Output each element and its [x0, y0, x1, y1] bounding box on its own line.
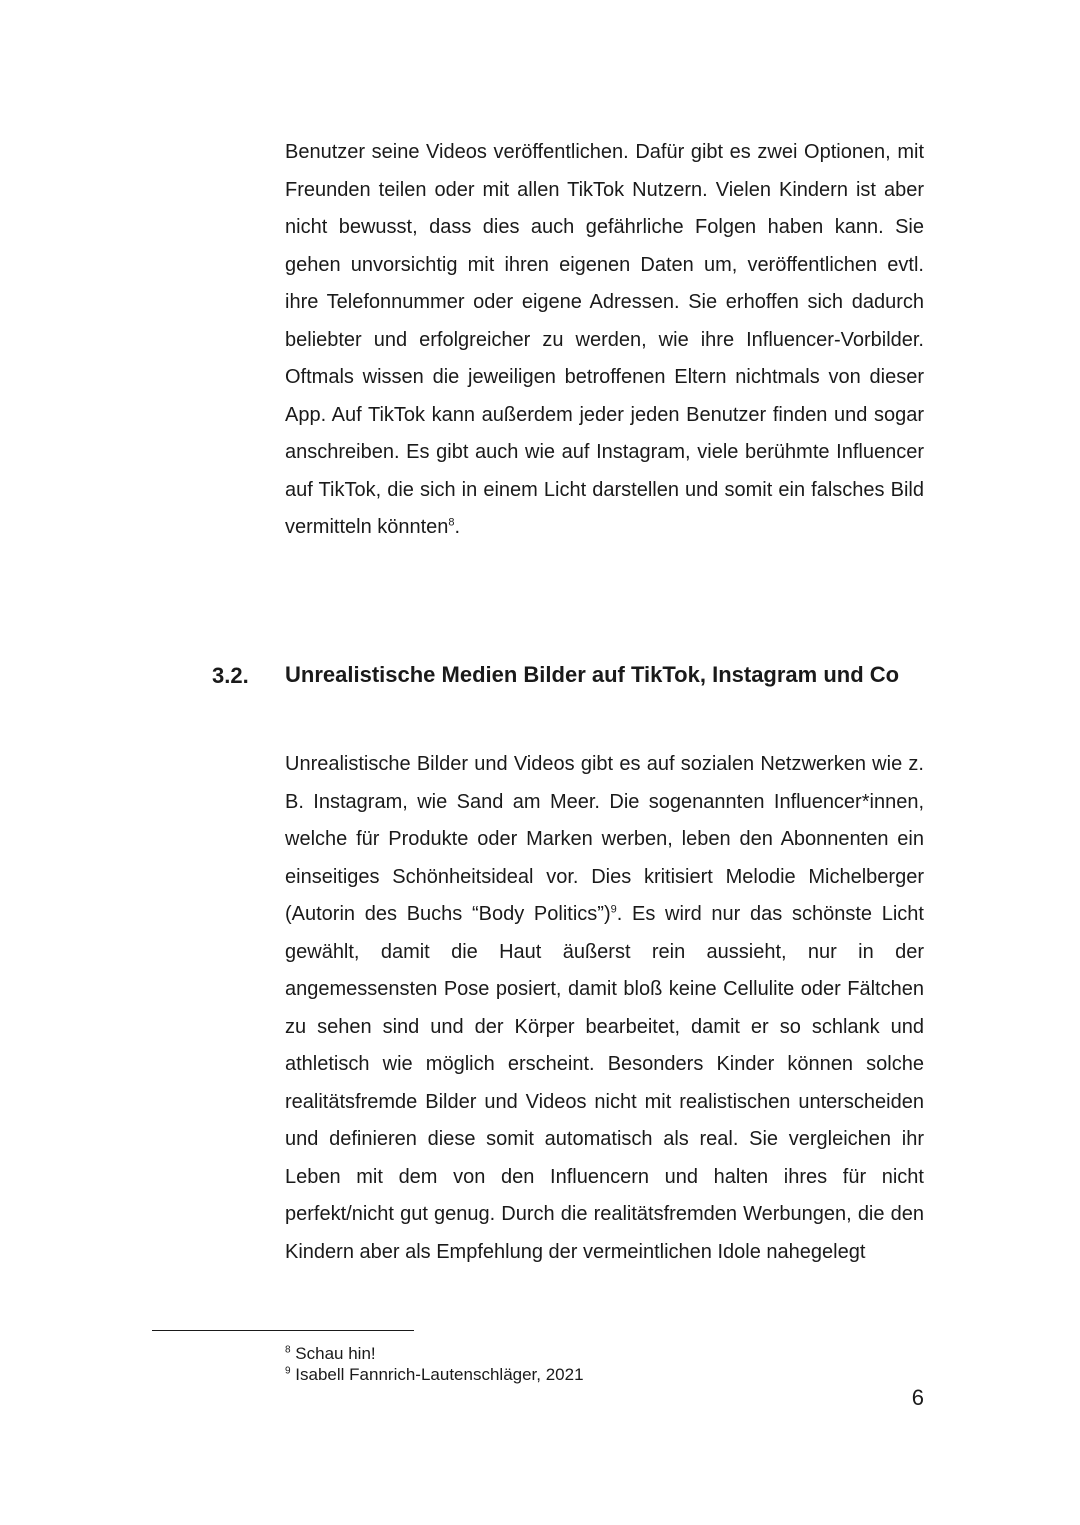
footnote-reference[interactable]: 9: [610, 903, 617, 916]
footnotes: [285, 1343, 925, 1385]
page-number: 6: [911, 1385, 924, 1410]
section-number: 3.2.: [212, 663, 249, 688]
footnote-9: [285, 1364, 925, 1385]
paragraph-unrealistic-images: [285, 746, 924, 1271]
footnote-reference[interactable]: 8: [448, 516, 455, 529]
section-heading: Unrealistische Medien Bilder auf TikTok, Instagram und Co: [285, 662, 900, 687]
paragraph-text: Benutzer seine Videos veröffentlichen. Dafür gibt es zwei Optionen, mit Freunden teilen oder mit allen TikTok Nutzern. Vielen Kindern ist aber nicht bewusst, dass dies auch gefährliche Folgen haben kann. Sie gehen unvorsichtig mit ihren eigenen Daten um, veröffentlichen evtl. ihre Telefonnummer oder eigene Adressen. Sie erhoffen sich dadurch beliebter und erfolgreicher zu werden, wie ihre Influencer-Vorbilder. Oftmals wissen die jeweiligen betroffenen Eltern nichtmals von dieser App. Auf TikTok kann außerdem jeder jeden Benutzer finden und sogar anschreiben. Es gibt auch wie auf Instagram, viele berühmte Influencer auf TikTok, die sich in einem Licht darstellen und somit ein falsches Bild vermitteln könnten: [285, 141, 924, 538]
footnote-text: Isabell Fannrich-Lautenschläger, 2021: [295, 1365, 584, 1384]
paragraph-end: .: [454, 516, 461, 538]
footnote-separator: [152, 1330, 414, 1331]
paragraph-tiktok-privacy: [285, 134, 924, 547]
footnote-text: Schau hin!: [295, 1344, 376, 1363]
paragraph-text-part-a: Unrealistische Bilder und Videos gibt es auf sozialen Netzwerken wie z. B. Instagram, wie Sand am Meer. Die sogenannten Influencer*innen, welche für Produkte oder Marken werben, leben den Abonnenten ein einseitiges Schönheitsideal vor. Dies kritisiert Melodie Michelberger (Autorin des Buchs “Body Politics”): [285, 753, 924, 925]
footnote-8: [285, 1343, 925, 1364]
footnote-number: 9: [285, 1365, 291, 1377]
paragraph-text-part-b: . Es wird nur das schönste Licht gewählt, damit die Haut äußerst rein aussieht, nur in der angemessensten Pose posiert, damit bloß keine Cellulite oder Fältchen zu sehen sind und der Körper bearbeitet, damit er so schlank und athletisch wie möglich erscheint. Besonders Kinder können solche realitätsfremde Bilder und Videos nicht mit realistischen unterscheiden und definieren diese somit automatisch als real. Sie vergleichen ihr Leben mit dem von den Influencern und halten ihres für nicht perfekt/nicht gut genug. Durch die realitätsfremden Werbungen, die den Kindern aber als Empfehlung der vermeintlichen Idole nahegelegt: [285, 903, 924, 1263]
footnote-number: 8: [285, 1344, 291, 1356]
